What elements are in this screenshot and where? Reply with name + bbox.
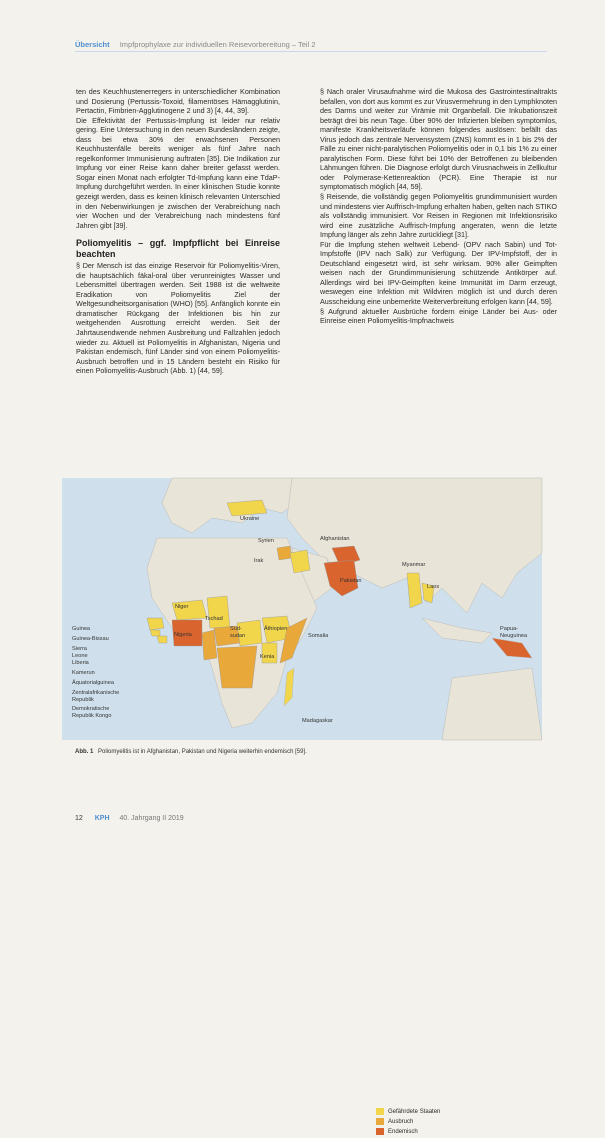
paragraph: ten des Keuchhustenerregers in unterschiedlicher Kombination und Dosierung (Pertussis-Toxoid, filamentöses Hämagglutinin, Pertactin, Fimbrien-Agglutinogene 2 und 3) [4, 44, 39]. [76, 87, 280, 116]
legend-swatch-orange [376, 1118, 384, 1125]
legend-item [376, 1108, 440, 1115]
label-guinea: Guinea [72, 626, 91, 632]
legend-item [376, 1128, 440, 1135]
congo-shape [217, 646, 257, 688]
caption-text: Poliomyelitis ist in Afghanistan, Pakistan und Nigeria weiterhin endemisch [59]. [98, 749, 307, 755]
label-madagascar: Madagaskar [302, 718, 333, 724]
label-tschad: Tschad [205, 616, 223, 622]
label-south-sudan: Süd- sudan [230, 626, 246, 639]
label-cameroon: Kamerun [72, 670, 95, 676]
guinea-shape [147, 618, 164, 630]
journal-volume: 40. Jahrgang II 2019 [119, 815, 184, 822]
label-somalia: Somalia [308, 633, 329, 639]
tschad-shape [207, 596, 230, 628]
paragraph: § Reisende, die vollständig gegen Poliomyelitis grundimmunisiert wurden und mindestens vier Auffrisch-Impfung erhalten haben, gelten nach STIKO als vollständig immunisiert. Vor Reisen in Regionen mit Infektionsrisiko wird eine zusätzliche Auffrisch-Impfung angeraten, wenn die letzte Impfung länger als zehn Jahre zurückliegt [31]. [320, 192, 557, 240]
label-myanmar: Myanmar [402, 562, 426, 568]
left-column [76, 87, 280, 376]
label-laos: Laos [427, 584, 440, 590]
label-pakistan: Pakistan [340, 578, 362, 584]
label-papua-new-guinea: Papua- Neuguinea [500, 626, 528, 639]
paragraph: Die Effektivität der Pertussis-Impfung ist leider nur relativ gering. Eine Untersuchung in den neuen Bundesländern zeigte, dass bei etwa 30% der erwachsenen Personen Keuchhustenfälle bereits weniger als fünf Jahre nach regelkonformer Immunisierung auftraten [35]. Die Indikation zur Impfung vor einer Reise kann daher breiter gefasst werden. Sogar einen Monat nach erfolgter Td-Impfung kann eine TdaP-Impfung durchgeführt werden. In einer klinischen Studie konnte gezeigt werden, dass es keinen klinisch relevanten Unterschied in den Nebenwirkungen je zwischen der Verabreichung nach vier Wochen und der Verabreichung nach mindestens fünf Jahren gibt [39]. [76, 115, 280, 230]
papua-new-guinea-shape [492, 638, 532, 658]
label-iraq: Irak [254, 558, 264, 564]
paragraph: § Nach oraler Virusaufnahme wird die Mukosa des Gastrointestinaltrakts befallen, von dort aus kommt es zur Virusvermehrung in den Lymphknoten des Darms und weiter zur Virämie mit Organbefall. Die Inkubationszeit beträgt drei bis neun Tage. Über 90% der Infizierten bleiben symptomlos, manifeste Krankheitsverläufe können folgendes auslösen: befällt das Virus jedoch das zentrale Nervensystem (ZNS) kommt es in 1 bis 2% der Fälle zu einer nicht-paralytischen Poliomyelitis oder in 0,1 bis 1% zu einer paralytischen Form. Diese führt bei 10% der Betroffenen zu bleibenden Lähmungen führen. Die Diagnose erfolgt durch Virusnachweis in Zellkultur oder Polymerase-Kettenreaktion (PCR). Eine Therapie ist nur symptomatisch möglich [44, 59]. [320, 87, 557, 192]
label-nigeria: Nigeria [174, 632, 192, 638]
australia-landmass [442, 668, 542, 740]
caption-label: Abb. 1 [75, 749, 94, 755]
page-header [75, 40, 316, 49]
page-number: 12 [75, 815, 83, 822]
map-legend [376, 1108, 440, 1138]
legend-swatch-red [376, 1128, 384, 1135]
label-ukraine: Ukraine [240, 516, 260, 522]
legend-label: Endemisch [388, 1128, 418, 1135]
paragraph: § Aufgrund aktueller Ausbrüche fordern einige Länder bei Aus- oder Einreise einen Poliomyelitis-Impfnachweis [320, 306, 557, 326]
journal-brand: KPH [94, 815, 110, 822]
legend-item [376, 1118, 440, 1125]
syria-shape [277, 546, 292, 560]
section-heading: Poliomyelitis – ggf. Impfpflicht bei Einreise beachten [76, 238, 280, 259]
article-title: Impfprophylaxe zur individuellen Reisevorbereitung – Teil 2 [119, 40, 316, 49]
label-kenya: Kenia [260, 654, 275, 660]
right-column [320, 87, 557, 326]
liberia-shape [157, 636, 167, 643]
map-graphic [62, 478, 542, 740]
figure-caption [75, 749, 307, 755]
label-dr-congo: Demokratische Republik Kongo [72, 706, 112, 719]
madagascar-landmass [284, 668, 294, 706]
page-footer [75, 815, 184, 822]
label-afghanistan: Afghanistan [320, 536, 350, 542]
paragraph: § Der Mensch ist das einzige Reservoir für Poliomyelitis-Viren, die hauptsächlich fäkal-oral über verunreinigtes Wasser und Lebensmittel übertragen werden. Seit 1988 ist die weltweite Eradikation von Poliomyelitis Ziel der Weltgesundheitsorganisation (WHO) [55]. Anfänglich konnte ein dramatischer Rückgang der Infektionen bis hin zur weitgehenden Ausrottung erreicht werden. Seit der Jahrtausendwende nehmen Ausbreitung und Fallzahlen jedoch wieder zu. Aktuell ist Poliomyelitis in Afghanistan, Nigeria und Pakistan endemisch, fünf Länder sind von einem Poliomyelitis-Ausbruch betroffen und in 15 Ländern besteht ein Risiko für einen Poliomyelitis-Ausbruch (Abb. 1) [44, 59]. [76, 261, 280, 376]
label-liberia: Liberia [72, 660, 89, 666]
header-rule [75, 51, 547, 52]
indonesia-landmass [422, 618, 492, 643]
label-equatorial-guinea: Äquatorialguinea [72, 680, 114, 686]
legend-label: Ausbruch [388, 1118, 414, 1125]
legend-swatch-yellow [376, 1108, 384, 1115]
label-sierra-leone: Sierra Leone [72, 646, 88, 659]
label-guinea-bissau: Guinea-Bissau [72, 636, 109, 642]
label-niger: Niger [175, 604, 189, 610]
label-central-african-republic: Zentralafrikanische Republik [72, 690, 120, 703]
section-label: Übersicht [75, 40, 110, 49]
label-ethiopia: Äthiopien [264, 626, 288, 632]
sierra-leone-shape [150, 630, 160, 636]
label-syria: Syrien [258, 538, 274, 544]
paragraph: Für die Impfung stehen weltweit Lebend- (OPV nach Sabin) und Tot-Impfstoffe (IPV nach Salk) zur Verfügung. Der IPV-Impfstoff, der in Deutschland eingesetzt wird, ist sehr wirksam. 90% aller Geimpften weisen nach der Grundimmunisierung schützende Antikörper auf. Allerdings wird bei IPV-Geimpften keine Immunität im Darm erzeugt, weswegen eine Infektion mit Wildviren möglich ist und durch deren Ausscheidung eine unbemerkte Weiterverbreitung erfolgen kann [44, 59]. [320, 239, 557, 307]
legend-label: Gefährdete Staaten [388, 1108, 441, 1115]
ukraine-shape [227, 500, 267, 516]
